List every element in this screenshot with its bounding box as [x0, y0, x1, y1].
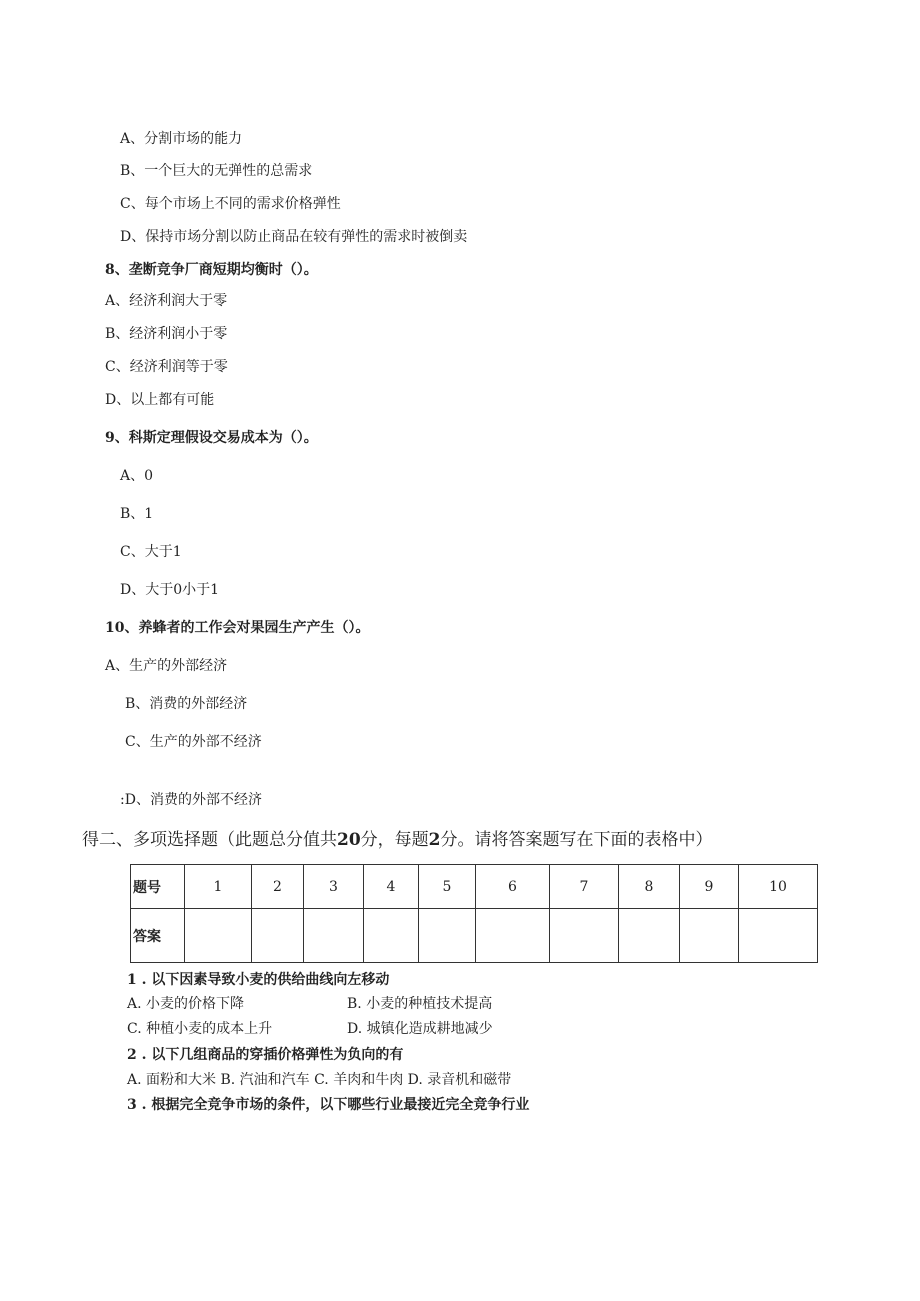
table-row-answers	[131, 909, 818, 963]
table-number-cell: 7	[550, 865, 619, 909]
answer-cell	[304, 909, 364, 963]
table-label-answer: 答案	[131, 909, 185, 963]
q7-option-a: A、分割市场的能力	[120, 131, 243, 147]
q10-option-b: B、消费的外部经济	[125, 696, 248, 712]
q10-option-d: :D、消费的外部不经济	[120, 792, 262, 808]
table-number-cell: 10	[739, 865, 818, 909]
section2-each-points: 2	[428, 830, 441, 850]
mq1-option-a: A. 小麦的价格下降	[127, 996, 245, 1012]
mq1-stem: 1 . 以下因素导致小麦的供给曲线向左移动	[127, 972, 390, 988]
answer-cell	[252, 909, 304, 963]
answer-cell	[185, 909, 252, 963]
table-number-cell: 5	[419, 865, 476, 909]
q10-stem: 10、养蜂者的工作会对果园生产产生（）。	[105, 620, 370, 636]
answer-cell	[476, 909, 550, 963]
answer-table	[130, 864, 818, 963]
q8-option-a: A、经济利润大于零	[105, 293, 228, 309]
mq1-option-b: B. 小麦的种植技术提高	[347, 996, 493, 1012]
table-number-cell: 3	[304, 865, 364, 909]
mq2-options: A. 面粉和大米 B. 汽油和汽车 C. 羊肉和牛肉 D. 录音机和磁带	[127, 1072, 512, 1088]
section2-heading-part3: 分。请将答案题写在下面的表格中）	[440, 830, 713, 850]
q8-option-b: B、经济利润小于零	[105, 326, 228, 342]
q9-option-a: A、0	[120, 468, 154, 484]
answer-cell	[739, 909, 818, 963]
table-number-cell: 4	[364, 865, 419, 909]
mq1-option-d: D. 城镇化造成耕地减少	[347, 1021, 493, 1037]
answer-cell	[419, 909, 476, 963]
q7-option-b: B、一个巨大的无弹性的总需求	[120, 163, 313, 179]
table-number-cell: 8	[619, 865, 680, 909]
answer-cell	[550, 909, 619, 963]
section2-heading	[82, 829, 713, 851]
q10-option-a: A、生产的外部经济	[105, 658, 228, 674]
mq2-stem: 2 . 以下几组商品的穿插价格弹性为负向的有	[127, 1047, 404, 1063]
section2-heading-part2: 分，每题	[360, 830, 429, 850]
table-row-numbers	[131, 865, 818, 909]
q8-option-c: C、经济利润等于零	[105, 359, 228, 375]
answer-cell	[680, 909, 739, 963]
q10-option-c: C、生产的外部不经济	[125, 734, 262, 750]
q8-option-d: D、以上都有可能	[105, 392, 215, 408]
q7-option-c: C、每个市场上不同的需求价格弹性	[120, 196, 341, 212]
table-number-cell: 2	[252, 865, 304, 909]
table-label-question-number: 题号	[131, 865, 185, 909]
table-number-cell: 1	[185, 865, 252, 909]
q9-stem: 9、科斯定理假设交易成本为（）。	[105, 430, 318, 446]
q9-option-d: D、大于0小于1	[120, 582, 220, 598]
answer-cell	[364, 909, 419, 963]
answer-cell	[619, 909, 680, 963]
mq3-stem: 3 . 根据完全竞争市场的条件，以下哪些行业最接近完全竞争行业	[127, 1097, 530, 1113]
q8-stem: 8、垄断竞争厂商短期均衡时（）。	[105, 262, 318, 278]
q9-option-b: B、1	[120, 506, 154, 522]
q7-option-d: D、保持市场分割以防止商品在较有弹性的需求时被倒卖	[120, 229, 468, 245]
table-number-cell: 6	[476, 865, 550, 909]
section2-total-points: 20	[337, 830, 361, 850]
q9-option-c: C、大于1	[120, 544, 182, 560]
mq1-option-c: C. 种植小麦的成本上升	[127, 1021, 273, 1037]
section2-heading-part1: 得二、多项选择题（此题总分值共	[82, 830, 337, 850]
table-number-cell: 9	[680, 865, 739, 909]
